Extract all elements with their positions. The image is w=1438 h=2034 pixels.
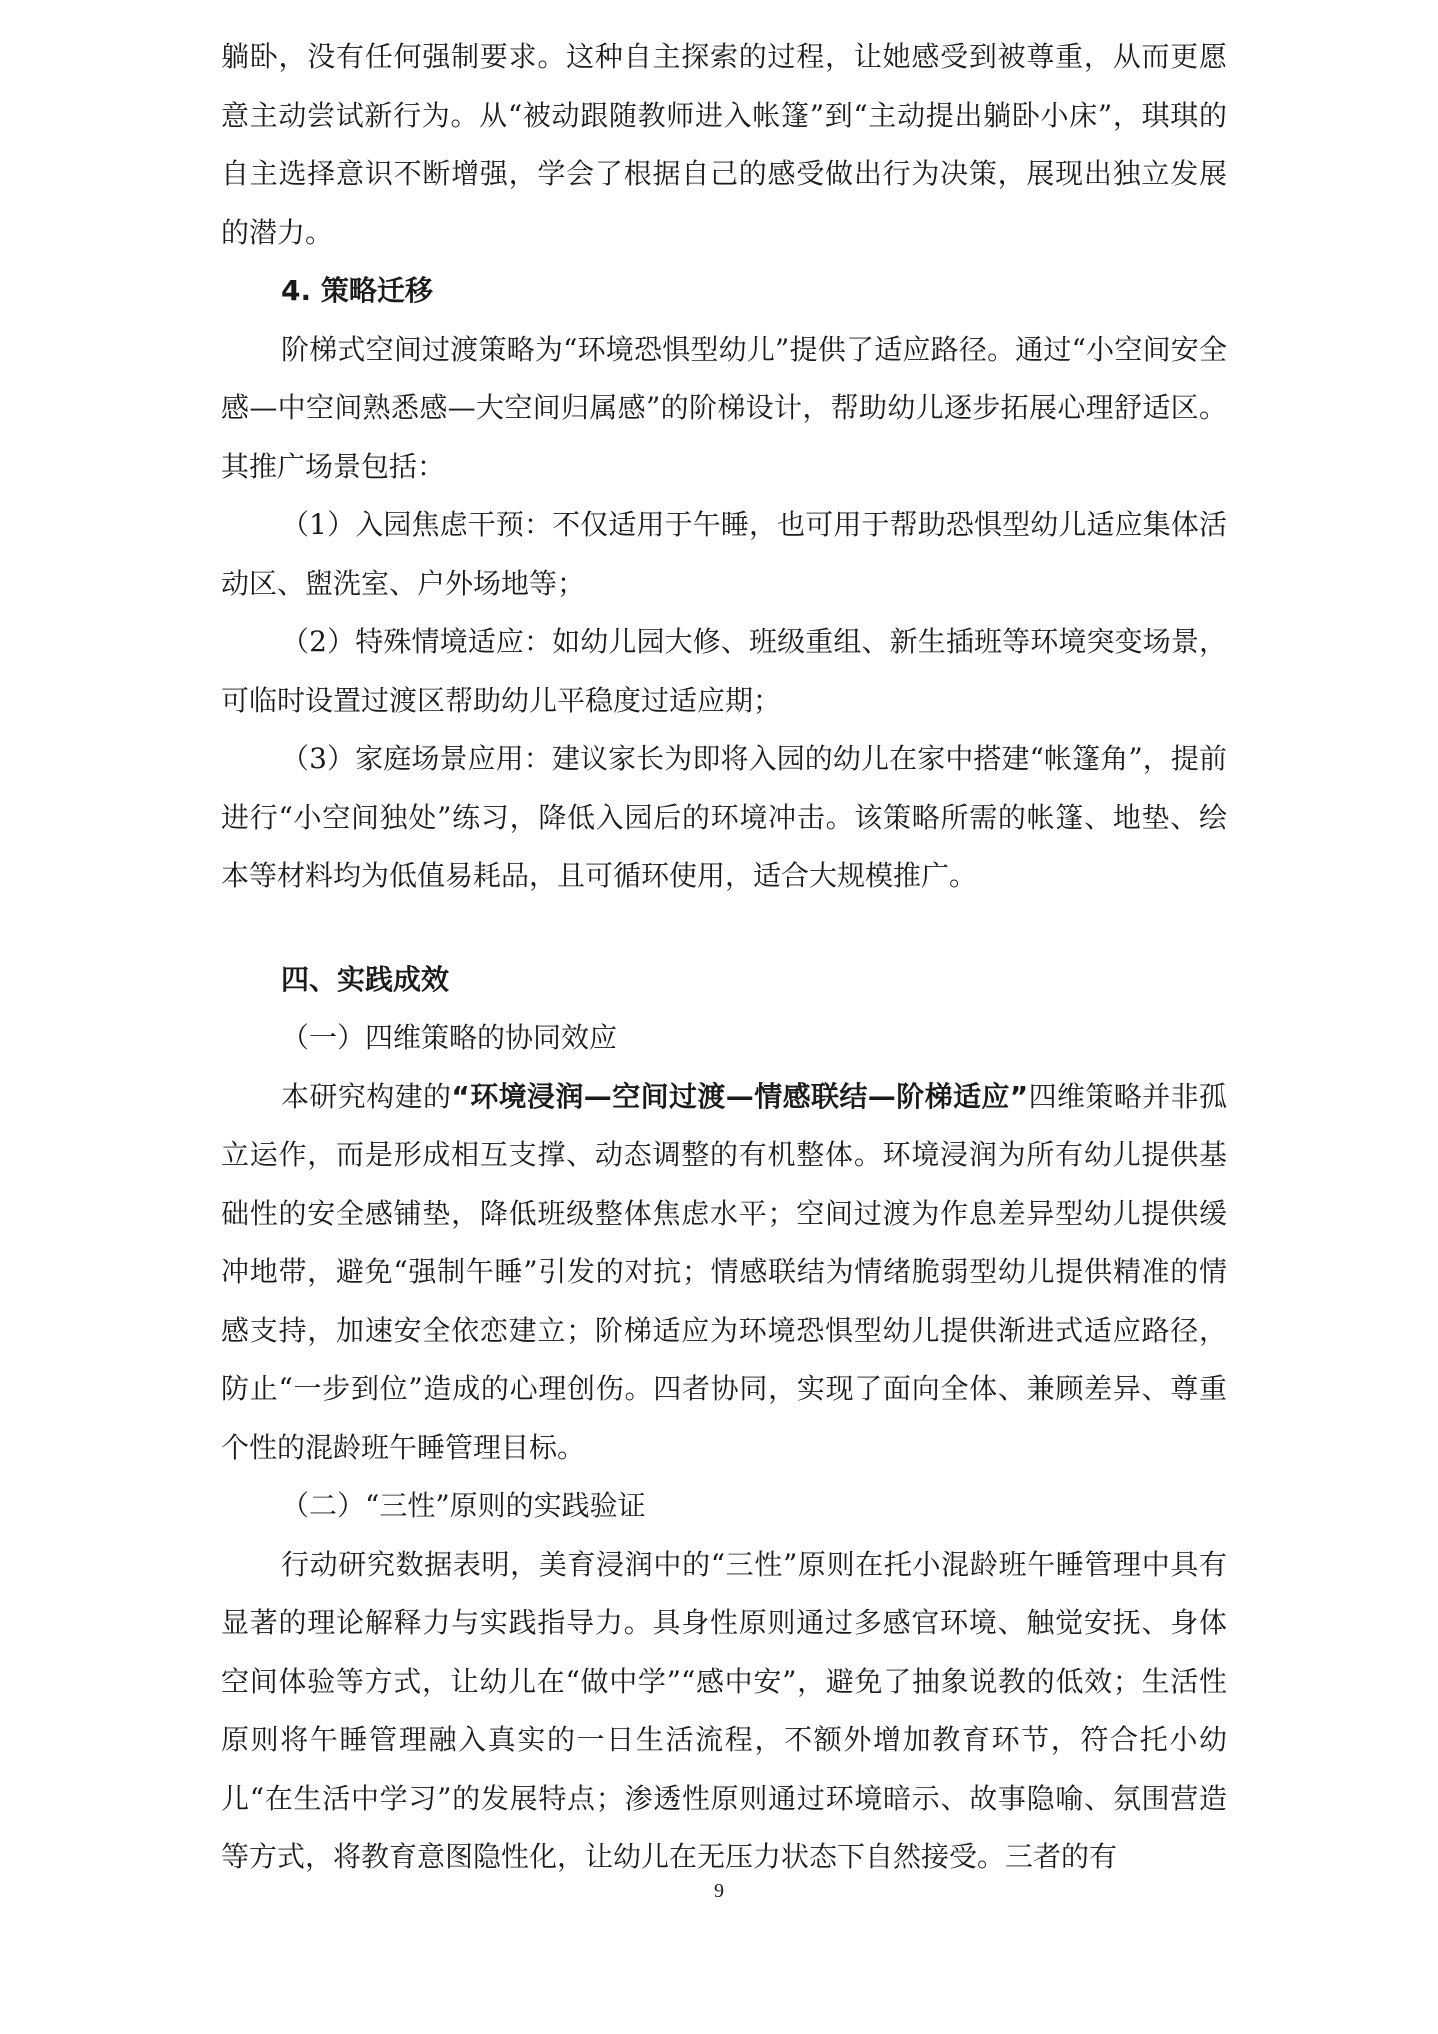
synergy-rest: 四维策略并非孤立运作，而是形成相互支撑、动态调整的有机整体。环境浸润为所有幼儿提供基础性的安全感铺垫，降低班级整体焦虑水平；空间过渡为作息差异型幼儿提供缓冲地带，避免“强制午睡”引发的对抗；情感联结为情绪脆弱型幼儿提供精准的情感支持，加速安全依恋建立；阶梯适应为环境恐惧型幼儿提供渐进式适应路径，防止“一步到位”造成的心理创伤。四者协同，实现了面向全体、兼顾差异、尊重个性的混龄班午睡管理目标。 — [221, 1079, 1227, 1464]
paragraph-ladder-strategy: 阶梯式空间过渡策略为“环境恐惧型幼儿”提供了适应路径。通过“小空间安全感—中空间熟悉感—大空间归属感”的阶梯设计，帮助幼儿逐步拓展心理舒适区。其推广场景包括： — [221, 332, 1227, 483]
document-page — [221, 28, 1227, 1887]
section-gap — [221, 906, 1227, 951]
paragraph-synergy — [221, 1068, 1227, 1478]
subheading-three-principles: （二）“三性”原则的实践验证 — [281, 1489, 646, 1522]
list-item-3: （3）家庭场景应用：建议家长为即将入园的幼儿在家中搭建“帐篷角”，提前进行“小空间独处”练习，降低入园后的环境冲击。该策略所需的帐篷、地垫、绘本等材料均为低值易耗品，且可循环使用，适合大规模推广。 — [221, 742, 1227, 892]
list-item-2: （2）特殊情境适应：如幼儿园大修、班级重组、新生插班等环境突变场景，可临时设置过渡区帮助幼儿平稳度过适应期； — [221, 625, 1227, 717]
heading-strategy-transfer: 4. 策略迁移 — [281, 274, 433, 307]
paragraph-continuation: 躺卧，没有任何强制要求。这种自主探索的过程，让她感受到被尊重，从而更愿意主动尝试新行为。从“被动跟随教师进入帐篷”到“主动提出躺卧小床”，琪琪的自主选择意识不断增强，学会了根据自己的感受做出行为决策，展现出独立发展的潜力。 — [221, 40, 1227, 249]
page-number: 9 — [714, 1880, 724, 1902]
section-heading-practice-results: 四、实践成效 — [281, 962, 450, 996]
synergy-bold-strategy: “环境浸润—空间过渡—情感联结—阶梯适应” — [451, 1079, 1029, 1113]
subheading-synergy: （一）四维策略的协同效应 — [281, 1021, 618, 1054]
synergy-prefix: 本研究构建的 — [281, 1079, 452, 1113]
list-item-1: （1）入园焦虑干预：不仅适用于午睡，也可用于帮助恐惧型幼儿适应集体活动区、盥洗室、户外场地等； — [221, 508, 1227, 600]
paragraph-three-principles: 行动研究数据表明，美育浸润中的“三性”原则在托小混龄班午睡管理中具有显著的理论解释力与实践指导力。具身性原则通过多感官环境、触觉安抚、身体空间体验等方式，让幼儿在“做中学”“感中安”，避免了抽象说教的低效；生活性原则将午睡管理融入真实的一日生活流程，不额外增加教育环节，符合托小幼儿“在生活中学习”的发展特点；渗透性原则通过环境暗示、故事隐喻、氛围营造等方式，将教育意图隐性化，让幼儿在无压力状态下自然接受。三者的有 — [221, 1547, 1227, 1873]
